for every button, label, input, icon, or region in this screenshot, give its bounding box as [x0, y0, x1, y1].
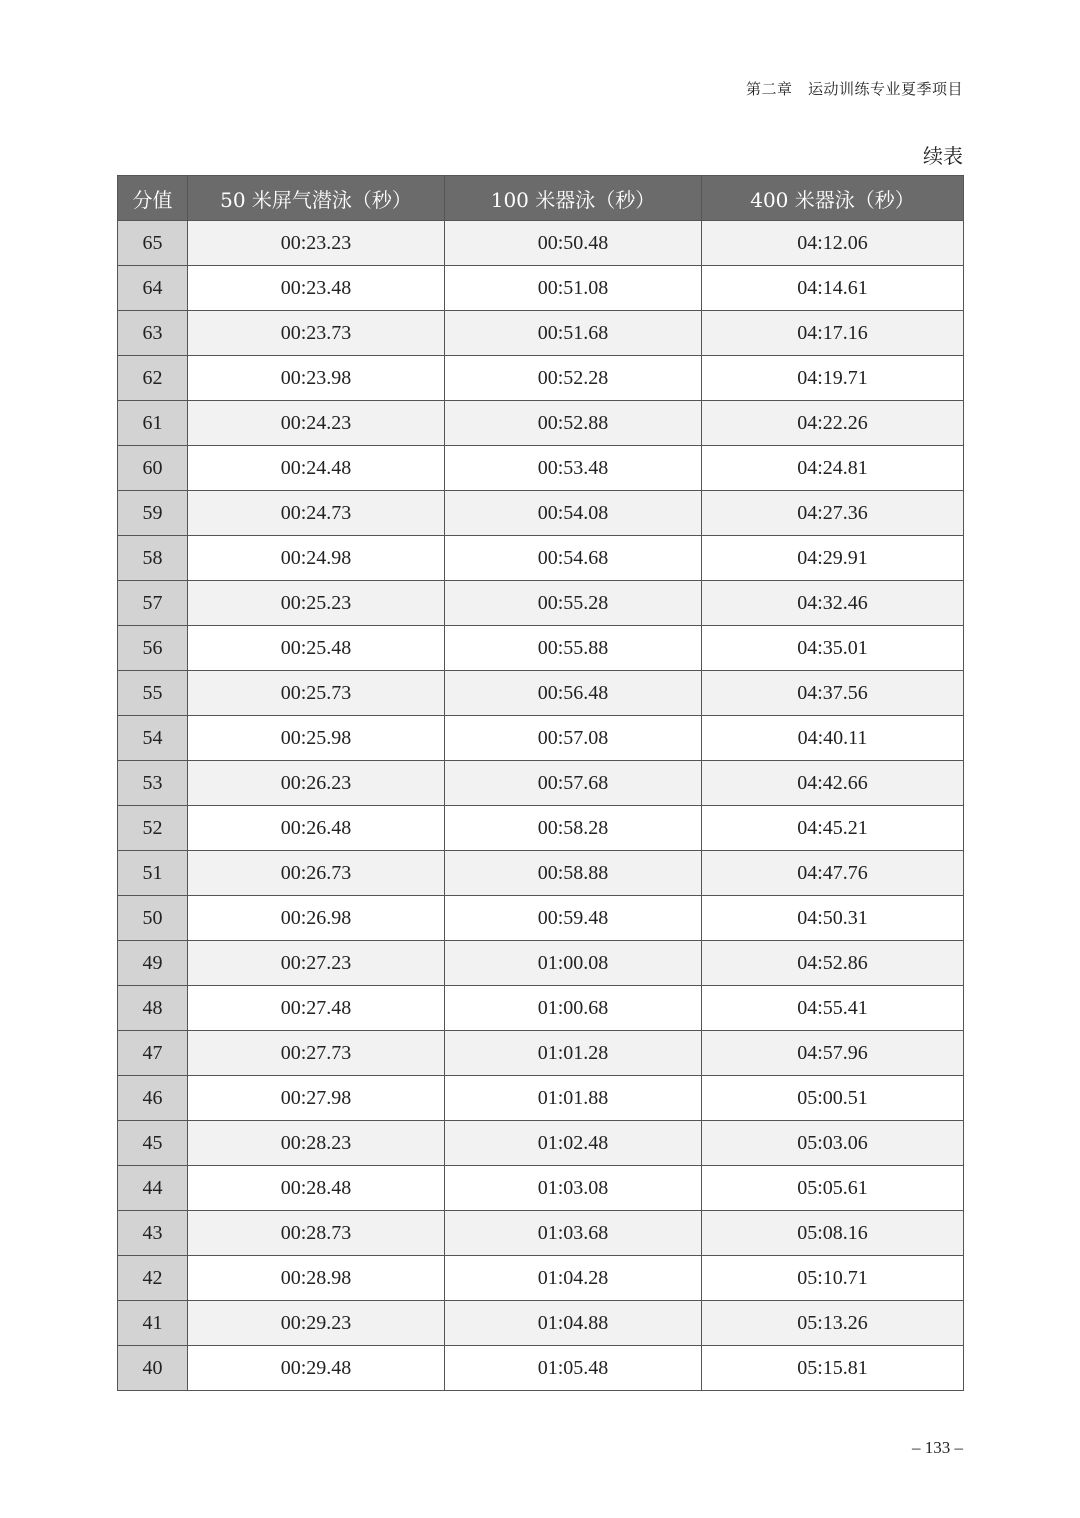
- time-100m-cell: 01:05.48: [445, 1346, 702, 1391]
- time-50m-cell: 00:26.48: [188, 806, 445, 851]
- time-50m-cell: 00:24.23: [188, 401, 445, 446]
- time-100m-cell: 00:57.08: [445, 716, 702, 761]
- time-100m-cell: 00:55.88: [445, 626, 702, 671]
- time-50m-cell: 00:28.73: [188, 1211, 445, 1256]
- time-400m-cell: 05:10.71: [702, 1256, 964, 1301]
- time-100m-cell: 00:54.08: [445, 491, 702, 536]
- table-row: [118, 446, 964, 491]
- time-100m-cell: 00:52.88: [445, 401, 702, 446]
- time-100m-cell: 00:54.68: [445, 536, 702, 581]
- time-50m-cell: 00:26.98: [188, 896, 445, 941]
- table-row: [118, 1121, 964, 1166]
- time-50m-cell: 00:25.98: [188, 716, 445, 761]
- table-row: [118, 1301, 964, 1346]
- time-100m-cell: 00:59.48: [445, 896, 702, 941]
- time-400m-cell: 04:19.71: [702, 356, 964, 401]
- score-cell: 59: [118, 491, 188, 536]
- time-100m-cell: 00:56.48: [445, 671, 702, 716]
- time-100m-cell: 01:04.28: [445, 1256, 702, 1301]
- table-row: [118, 941, 964, 986]
- time-50m-cell: 00:27.48: [188, 986, 445, 1031]
- time-100m-cell: 00:55.28: [445, 581, 702, 626]
- table-row: [118, 311, 964, 356]
- column-header-score: 分值: [118, 176, 188, 221]
- table-row: [118, 716, 964, 761]
- time-50m-cell: 00:25.48: [188, 626, 445, 671]
- time-50m-cell: 00:27.23: [188, 941, 445, 986]
- time-50m-cell: 00:28.23: [188, 1121, 445, 1166]
- table-row: [118, 266, 964, 311]
- score-cell: 40: [118, 1346, 188, 1391]
- time-400m-cell: 04:55.41: [702, 986, 964, 1031]
- score-cell: 63: [118, 311, 188, 356]
- table-row: [118, 671, 964, 716]
- column-header-50m-breath-hold-dive: 50 米屏气潜泳（秒）: [188, 176, 445, 221]
- time-50m-cell: 00:28.48: [188, 1166, 445, 1211]
- table-header-row: [118, 176, 964, 221]
- time-400m-cell: 04:17.16: [702, 311, 964, 356]
- time-400m-cell: 04:47.76: [702, 851, 964, 896]
- score-cell: 51: [118, 851, 188, 896]
- score-cell: 65: [118, 221, 188, 266]
- time-50m-cell: 00:26.23: [188, 761, 445, 806]
- score-cell: 60: [118, 446, 188, 491]
- table-row: [118, 1211, 964, 1256]
- time-50m-cell: 00:26.73: [188, 851, 445, 896]
- score-cell: 49: [118, 941, 188, 986]
- time-400m-cell: 04:14.61: [702, 266, 964, 311]
- continued-label: 续表: [923, 144, 963, 168]
- table-row: [118, 356, 964, 401]
- table-row: [118, 626, 964, 671]
- time-50m-cell: 00:23.48: [188, 266, 445, 311]
- table-row: [118, 761, 964, 806]
- score-cell: 45: [118, 1121, 188, 1166]
- time-50m-cell: 00:23.23: [188, 221, 445, 266]
- time-50m-cell: 00:23.98: [188, 356, 445, 401]
- time-400m-cell: 04:27.36: [702, 491, 964, 536]
- time-400m-cell: 04:42.66: [702, 761, 964, 806]
- time-400m-cell: 05:08.16: [702, 1211, 964, 1256]
- time-100m-cell: 01:02.48: [445, 1121, 702, 1166]
- table-body: [118, 221, 964, 1391]
- column-header-400m-apparatus-swim: 400 米器泳（秒）: [702, 176, 964, 221]
- score-cell: 52: [118, 806, 188, 851]
- time-400m-cell: 04:22.26: [702, 401, 964, 446]
- score-cell: 55: [118, 671, 188, 716]
- time-50m-cell: 00:27.73: [188, 1031, 445, 1076]
- score-cell: 46: [118, 1076, 188, 1121]
- time-400m-cell: 04:12.06: [702, 221, 964, 266]
- score-cell: 48: [118, 986, 188, 1031]
- time-100m-cell: 01:04.88: [445, 1301, 702, 1346]
- time-100m-cell: 00:51.08: [445, 266, 702, 311]
- time-50m-cell: 00:25.23: [188, 581, 445, 626]
- score-cell: 47: [118, 1031, 188, 1076]
- time-100m-cell: 01:01.88: [445, 1076, 702, 1121]
- time-400m-cell: 04:57.96: [702, 1031, 964, 1076]
- time-50m-cell: 00:24.48: [188, 446, 445, 491]
- table-row: [118, 851, 964, 896]
- score-cell: 57: [118, 581, 188, 626]
- time-100m-cell: 00:52.28: [445, 356, 702, 401]
- score-cell: 61: [118, 401, 188, 446]
- score-cell: 50: [118, 896, 188, 941]
- score-cell: 43: [118, 1211, 188, 1256]
- table-row: [118, 986, 964, 1031]
- table-row: [118, 1076, 964, 1121]
- column-header-100m-apparatus-swim: 100 米器泳（秒）: [445, 176, 702, 221]
- time-100m-cell: 00:57.68: [445, 761, 702, 806]
- time-100m-cell: 00:51.68: [445, 311, 702, 356]
- table-row: [118, 1256, 964, 1301]
- time-400m-cell: 04:40.11: [702, 716, 964, 761]
- score-cell: 42: [118, 1256, 188, 1301]
- table-row: [118, 536, 964, 581]
- score-table: [117, 175, 964, 1391]
- time-400m-cell: 04:37.56: [702, 671, 964, 716]
- score-cell: 53: [118, 761, 188, 806]
- time-400m-cell: 05:05.61: [702, 1166, 964, 1211]
- time-100m-cell: 00:58.28: [445, 806, 702, 851]
- time-50m-cell: 00:28.98: [188, 1256, 445, 1301]
- time-400m-cell: 04:32.46: [702, 581, 964, 626]
- time-50m-cell: 00:24.98: [188, 536, 445, 581]
- time-100m-cell: 00:58.88: [445, 851, 702, 896]
- table-row: [118, 221, 964, 266]
- time-50m-cell: 00:24.73: [188, 491, 445, 536]
- score-cell: 44: [118, 1166, 188, 1211]
- time-100m-cell: 01:03.08: [445, 1166, 702, 1211]
- time-50m-cell: 00:29.23: [188, 1301, 445, 1346]
- table-row: [118, 581, 964, 626]
- time-400m-cell: 04:24.81: [702, 446, 964, 491]
- table-row: [118, 896, 964, 941]
- time-100m-cell: 01:00.68: [445, 986, 702, 1031]
- score-cell: 41: [118, 1301, 188, 1346]
- time-400m-cell: 04:29.91: [702, 536, 964, 581]
- time-400m-cell: 05:03.06: [702, 1121, 964, 1166]
- time-50m-cell: 00:25.73: [188, 671, 445, 716]
- time-400m-cell: 05:00.51: [702, 1076, 964, 1121]
- time-50m-cell: 00:29.48: [188, 1346, 445, 1391]
- score-cell: 62: [118, 356, 188, 401]
- time-100m-cell: 00:53.48: [445, 446, 702, 491]
- time-100m-cell: 01:00.08: [445, 941, 702, 986]
- time-400m-cell: 04:45.21: [702, 806, 964, 851]
- time-50m-cell: 00:27.98: [188, 1076, 445, 1121]
- score-cell: 54: [118, 716, 188, 761]
- time-400m-cell: 04:52.86: [702, 941, 964, 986]
- time-400m-cell: 04:35.01: [702, 626, 964, 671]
- table-row: [118, 806, 964, 851]
- time-100m-cell: 00:50.48: [445, 221, 702, 266]
- table-row: [118, 491, 964, 536]
- table-row: [118, 1031, 964, 1076]
- time-100m-cell: 01:03.68: [445, 1211, 702, 1256]
- time-50m-cell: 00:23.73: [188, 311, 445, 356]
- score-cell: 58: [118, 536, 188, 581]
- time-400m-cell: 05:13.26: [702, 1301, 964, 1346]
- score-cell: 64: [118, 266, 188, 311]
- time-400m-cell: 04:50.31: [702, 896, 964, 941]
- table-row: [118, 401, 964, 446]
- table-header: [118, 176, 964, 221]
- running-header: 第二章 运动训练专业夏季项目: [745, 80, 963, 98]
- time-100m-cell: 01:01.28: [445, 1031, 702, 1076]
- table-row: [118, 1346, 964, 1391]
- time-400m-cell: 05:15.81: [702, 1346, 964, 1391]
- page-number: – 133 –: [912, 1438, 963, 1457]
- score-cell: 56: [118, 626, 188, 671]
- table-row: [118, 1166, 964, 1211]
